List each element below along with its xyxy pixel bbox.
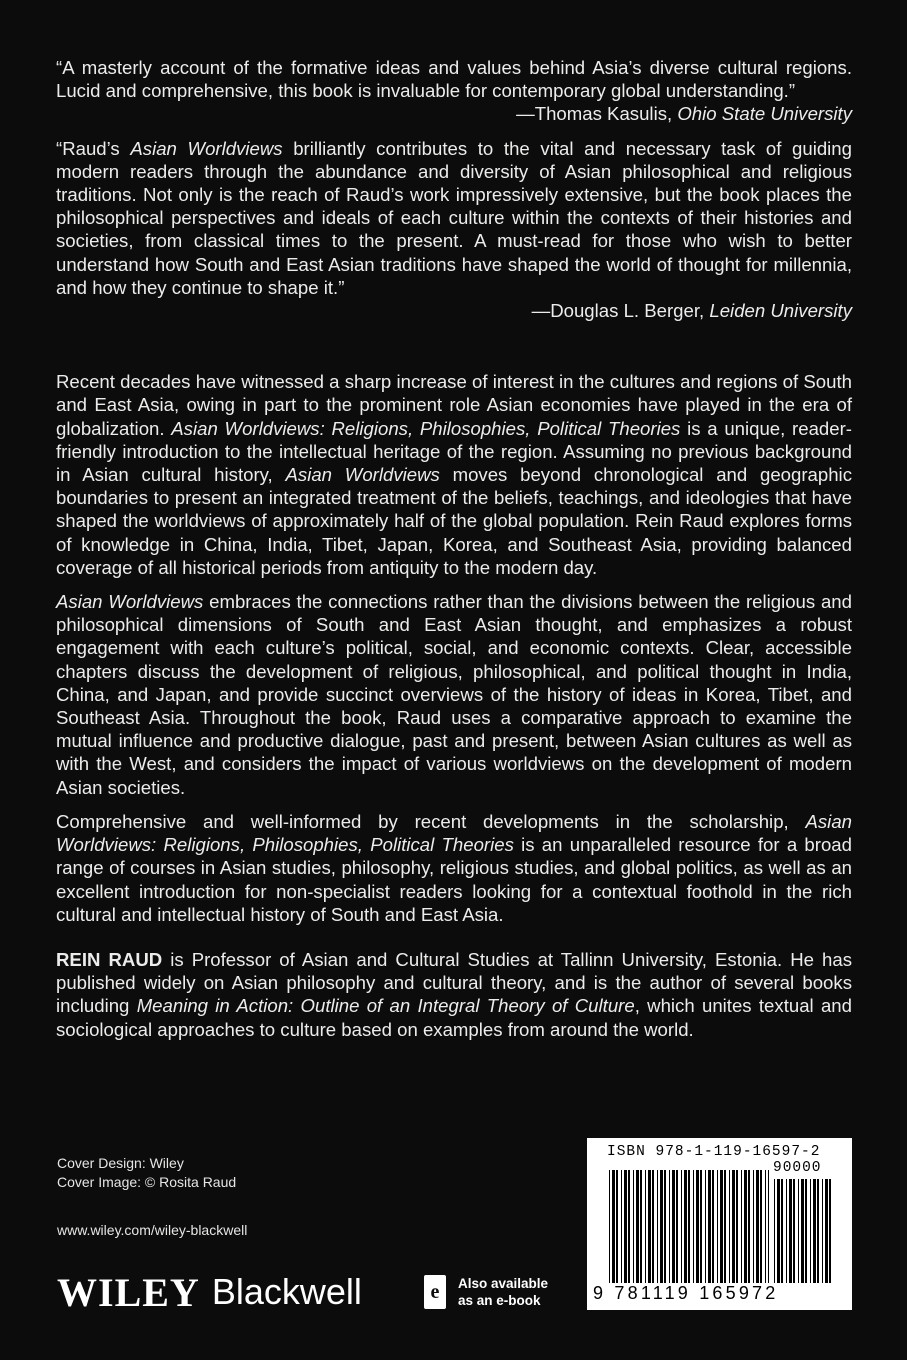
barcode-bar bbox=[640, 1170, 642, 1283]
barcode-bar bbox=[741, 1170, 742, 1283]
barcode-bar bbox=[781, 1179, 783, 1283]
quote-attribution-kasulis: —Thomas Kasulis, Ohio State University bbox=[516, 103, 852, 125]
barcode-bar bbox=[744, 1170, 747, 1283]
barcode-bar bbox=[609, 1170, 610, 1283]
barcode-bar bbox=[736, 1170, 738, 1283]
barcode-bar bbox=[681, 1170, 682, 1283]
barcode-bar bbox=[810, 1179, 811, 1283]
barcode-bar bbox=[684, 1170, 687, 1283]
barcode-bar bbox=[825, 1179, 828, 1283]
barcode-bar bbox=[774, 1179, 775, 1283]
barcode-bar bbox=[705, 1170, 706, 1283]
barcode-bar bbox=[717, 1170, 718, 1283]
barcode-bar bbox=[729, 1170, 730, 1283]
barcode-bar bbox=[693, 1170, 694, 1283]
barcode-bars bbox=[609, 1170, 769, 1283]
barcode-bar bbox=[793, 1179, 795, 1283]
barcode-bar bbox=[760, 1170, 762, 1283]
barcode-bar bbox=[753, 1170, 754, 1283]
ebook-notice: e Also available as an e-book bbox=[424, 1275, 548, 1309]
quote-attribution-berger: —Douglas L. Berger, Leiden University bbox=[531, 300, 852, 322]
barcode-bar bbox=[786, 1179, 787, 1283]
barcode-bar bbox=[801, 1179, 804, 1283]
barcode-bar bbox=[645, 1170, 646, 1283]
blackwell-wordmark: Blackwell bbox=[211, 1271, 362, 1312]
barcode-bar bbox=[720, 1170, 723, 1283]
barcode-bar bbox=[676, 1170, 678, 1283]
cover-credits bbox=[57, 1154, 236, 1192]
barcode-bar bbox=[789, 1179, 792, 1283]
barcode-bar bbox=[624, 1170, 627, 1283]
barcode-bar bbox=[813, 1179, 816, 1283]
barcode-bar bbox=[822, 1179, 823, 1283]
publisher-website: www.wiley.com/wiley-blackwell bbox=[57, 1222, 248, 1238]
barcode-bar bbox=[669, 1170, 670, 1283]
barcode-bar bbox=[724, 1170, 726, 1283]
barcode-bar bbox=[648, 1170, 651, 1283]
cover-design-credit: Cover Design: Wiley bbox=[57, 1155, 184, 1171]
barcode-bar bbox=[688, 1170, 690, 1283]
barcode-bar bbox=[616, 1170, 618, 1283]
back-cover-text bbox=[56, 56, 852, 1041]
barcode-bar bbox=[765, 1170, 766, 1283]
barcode-bar bbox=[628, 1170, 630, 1283]
isbn-barcode bbox=[587, 1138, 852, 1310]
barcode-bar bbox=[660, 1170, 663, 1283]
barcode-bar bbox=[805, 1179, 807, 1283]
barcode-bar bbox=[700, 1170, 702, 1283]
quote-kasulis: “A masterly account of the formative ideas and values behind Asia’s diverse cultural regions. Lucid and comprehensive, this book is invaluable for contemporary global understanding.” bbox=[56, 57, 852, 102]
barcode-bar bbox=[798, 1179, 799, 1283]
description-paragraph-1: Recent decades have witnessed a sharp increase of interest in the cultures and regions of South and East Asia, owing in part to the prominent role Asian economies have played in the era of globalization. Asian Worldviews: Religions, Philosophies, Political Theories is a unique, reader-friendly introduction to the intellectual heritage of the region. Assuming no previous background in Asian cultural history, Asian Worldviews moves beyond chronological and geographic boundaries to present an integrated treatment of the beliefs, teachings, and ideologies that have shaped the worldviews of approximately half of the global population. Rein Raud explores forms of knowledge in China, India, Tibet, Japan, Korea, and Southeast Asia, providing balanced coverage of all historical periods from antiquity to the modern day. bbox=[56, 371, 852, 578]
barcode-addon-bars bbox=[774, 1179, 832, 1283]
barcode-bar bbox=[817, 1179, 819, 1283]
barcode-bar bbox=[664, 1170, 666, 1283]
barcode-bar bbox=[672, 1170, 675, 1283]
cover-image-credit: Cover Image: © Rosita Raud bbox=[57, 1174, 237, 1190]
isbn-label: ISBN 978-1-119-16597-2 bbox=[607, 1144, 821, 1160]
quote-berger: “Raud’s Asian Worldviews brilliantly contributes to the vital and necessary task of guiding modern readers through the abundance and diversity of Asian philosophical and religious traditions. Not only is the reach of Raud’s work impressively extensive, but the book places the philosophical perspectives and ideals of each culture within the contexts of their histories and societies, from classical times to the present. A must-read for those who wish to better understand how South and East Asian traditions have shaped the world of thought for millennia, and how they continue to shape it.” bbox=[56, 137, 852, 298]
description-paragraph-3: Comprehensive and well-informed by recent developments in the scholarship, Asian Worldviews: Religions, Philosophies, Political Theories is an unparalleled resource for a broad range of courses in Asian studies, philosophy, religious studies, and global politics, as well as an excellent introduction for non-specialist readers looking for a contextual foothold in the rich cultural and intellectual history of South and East Asia. bbox=[56, 810, 852, 925]
wiley-wordmark: WILEY bbox=[57, 1269, 200, 1315]
barcode-bar bbox=[708, 1170, 711, 1283]
barcode-bar bbox=[777, 1179, 780, 1283]
barcode-bar bbox=[636, 1170, 639, 1283]
barcode-addon-label: 90000 bbox=[773, 1160, 822, 1176]
author-bio: REIN RAUD is Professor of Asian and Cultural Studies at Tallinn University, Estonia. He has published widely on Asian philosophy and cultural theory, and is the author of several books including Meaning in Action: Outline of an Integral Theory of Culture, which unites textual and sociological approaches to culture based on examples from around the world. bbox=[56, 948, 852, 1040]
barcode-bar bbox=[756, 1170, 759, 1283]
barcode-bar bbox=[633, 1170, 634, 1283]
barcode-bar bbox=[748, 1170, 750, 1283]
barcode-bar bbox=[652, 1170, 654, 1283]
barcode-bar bbox=[732, 1170, 735, 1283]
barcode-bar bbox=[829, 1179, 831, 1283]
e-book-icon: e bbox=[424, 1275, 446, 1309]
barcode-bar bbox=[696, 1170, 699, 1283]
barcode-bar bbox=[712, 1170, 714, 1283]
barcode-digits: 9 781119 165972 bbox=[593, 1283, 779, 1303]
publisher-logo bbox=[57, 1268, 362, 1316]
barcode-bar bbox=[657, 1170, 658, 1283]
barcode-bar bbox=[768, 1170, 769, 1283]
barcode-bar bbox=[621, 1170, 622, 1283]
description-paragraph-2: Asian Worldviews embraces the connections rather than the divisions between the religious and philosophical dimensions of South and East Asian thought, and emphasizes a robust engagement with each culture’s political, social, and economic contexts. Clear, accessible chapters discuss the development of religious, philosophical, and political thought in India, China, and Japan, and provide succinct overviews of the history of ideas in Korea, Tibet, and Southeast Asia. Throughout the book, Raud uses a comparative approach to examine the mutual influence and productive dialogue, past and present, between Asian cultures as well as with the West, and considers the impact of various worldviews on the development of modern Asian societies. bbox=[56, 591, 852, 798]
barcode-bar bbox=[612, 1170, 615, 1283]
